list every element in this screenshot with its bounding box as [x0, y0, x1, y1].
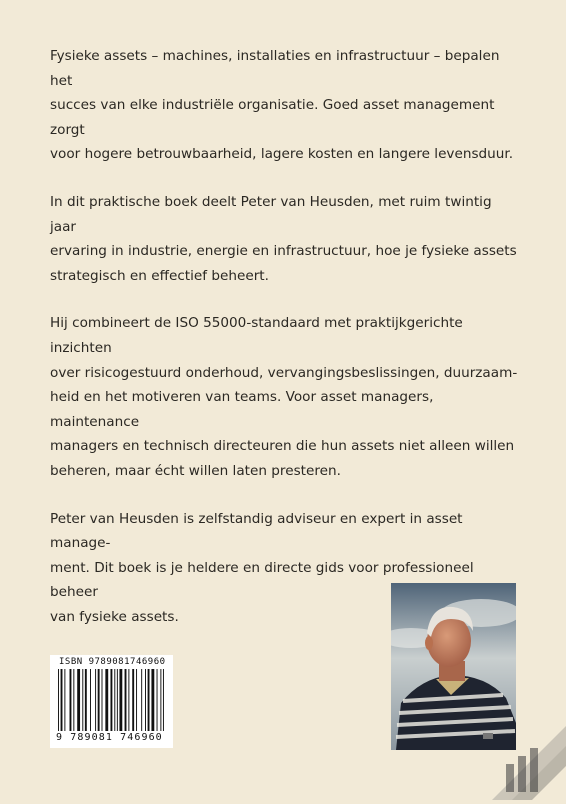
blurb-line: beheren, maar écht willen laten presteren. [50, 462, 341, 479]
barcode-bar [160, 669, 161, 731]
watermark-overlay [482, 716, 566, 800]
barcode-bar [73, 669, 74, 731]
barcode-bar [157, 669, 158, 731]
barcode-bar [90, 669, 91, 731]
blurb-line: succes van elke industriële organisatie. Goed asset management zorgt [50, 97, 495, 138]
barcode-bar [128, 669, 129, 731]
barcode-bar [125, 669, 127, 731]
barcode-bar [82, 669, 83, 731]
blurb-line: van fysieke assets. [50, 608, 179, 625]
barcode-bar [102, 669, 103, 731]
blurb-paragraph [50, 44, 520, 167]
blurb-line: voor hogere betrouwbaarheid, lagere kosten en langere levensduur. [50, 146, 514, 163]
barcode-bar [136, 669, 137, 731]
barcode-bar [85, 669, 87, 731]
blurb-line: Peter van Heusden is zelfstandig adviseur en expert in asset manage- [50, 510, 463, 552]
barcode-bar [98, 669, 100, 731]
barcode-bar [64, 669, 65, 731]
barcode-bar [132, 669, 134, 731]
blurb-line: ment. Dit boek is je heldere en directe gids voor professioneel beheer [50, 559, 474, 601]
blurb-line: strategisch en effectief beheert. [50, 267, 269, 284]
barcode-bar [95, 669, 96, 731]
blurb-text [50, 44, 520, 652]
blurb-line: over risicogestuurd onderhoud, vervangingsbeslissingen, duurzaam- [50, 364, 518, 381]
barcode-bars [58, 669, 166, 733]
barcode-bar [70, 669, 72, 731]
blurb-line: In dit praktische boek deelt Peter van Heusden, met ruim twintig jaar [50, 193, 492, 235]
barcode-bar [61, 669, 63, 731]
barcode-bar [114, 669, 115, 731]
barcode-bar [145, 669, 146, 731]
barcode-bar [58, 669, 59, 731]
blurb-line: heid en het motiveren van teams. Voor asset managers, maintenance [50, 389, 434, 430]
barcode-bar [141, 669, 142, 731]
publisher-logo-icon [482, 716, 566, 800]
barcode-bar [151, 669, 154, 731]
barcode-bar [117, 669, 118, 731]
barcode-bar [110, 669, 112, 731]
isbn-digits: 9 789081 746960 [56, 732, 163, 743]
blurb-line: ervaring in industrie, energie en infrastructuur, hoe je fysieke assets [50, 243, 517, 260]
blurb-line: managers en technisch directeuren die hun assets niet alleen willen [50, 438, 515, 455]
barcode-bar [105, 669, 108, 731]
isbn-label: ISBN 9789081746960 [59, 657, 166, 667]
barcode-bar [77, 669, 80, 731]
barcode-bar [119, 669, 122, 731]
blurb-line: Fysieke assets – machines, installaties en infrastructuur – bepalen het [50, 48, 500, 89]
barcode-bar [148, 669, 150, 731]
barcode-bar [163, 669, 164, 731]
blurb-paragraph [50, 190, 520, 288]
blurb-line: Hij combineert de ISO 55000-standaard met praktijkgerichte inzichten [50, 315, 463, 356]
blurb-paragraph [50, 311, 520, 483]
isbn-barcode [50, 655, 173, 748]
